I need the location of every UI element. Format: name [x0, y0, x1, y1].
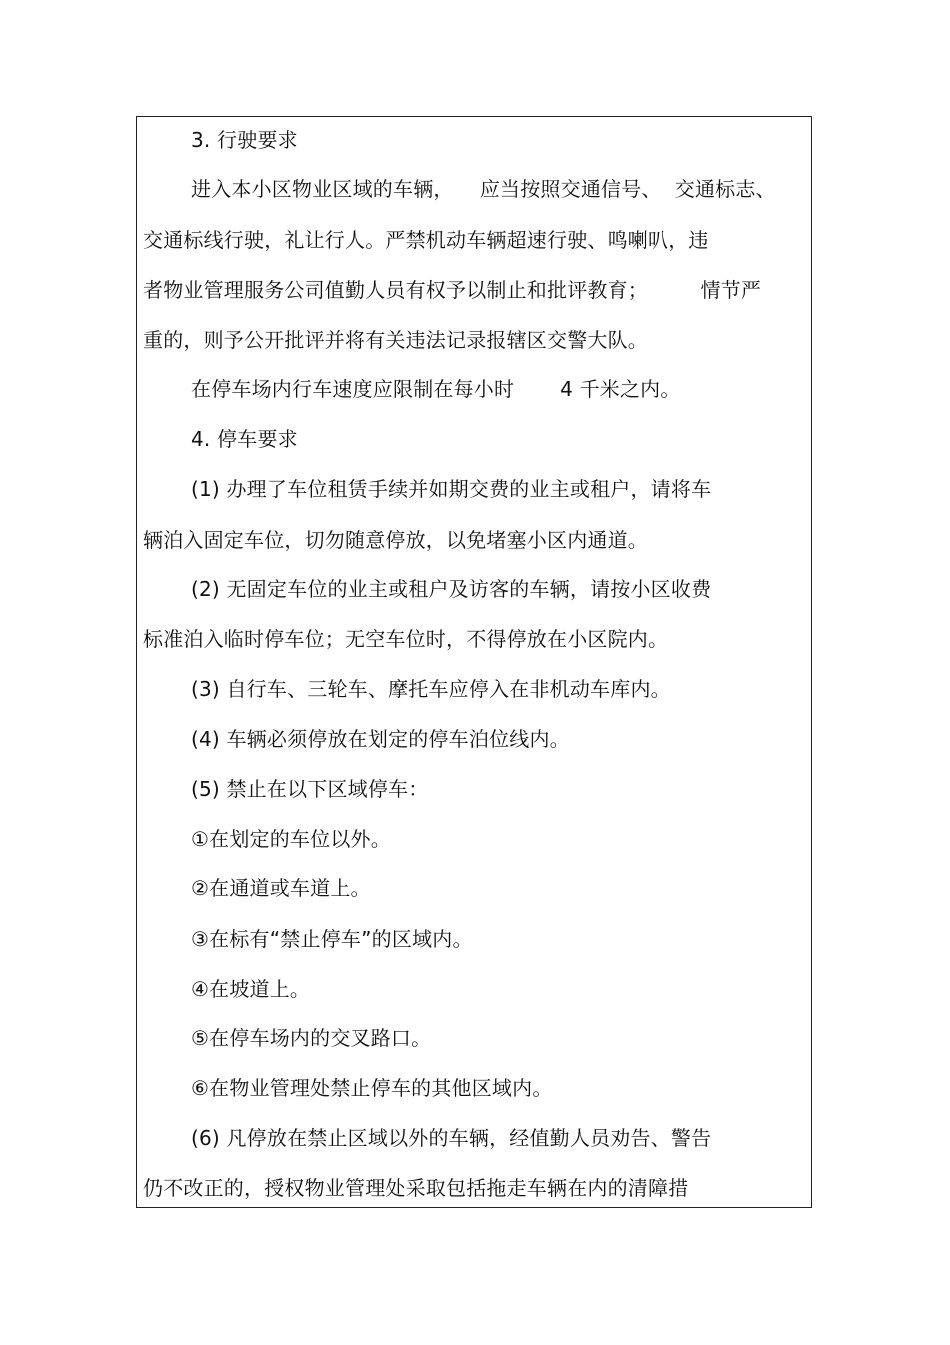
paragraph-line: 在停车场内行车速度应限制在每小时 4 千米之内。: [191, 377, 681, 401]
paragraph-line: 交通标线行驶，礼让行人。严禁机动车辆超速行驶、鸣喇叭，违: [143, 228, 709, 252]
paragraph-line: 标准泊入临时停车位；无空车位时，不得停放在小区院内。: [143, 627, 669, 651]
section-heading-driving: 3. 行驶要求: [191, 128, 298, 152]
paragraph-line: 辆泊入固定车位，切勿随意停放，以免堵塞小区内通道。: [143, 528, 648, 552]
paragraph-line: 重的，则予公开批评并将有关违法记录报辖区交警大队。: [143, 328, 648, 352]
paragraph-line: (2) 无固定车位的业主或租户及访客的车辆，请按小区收费: [191, 577, 712, 601]
paragraph-line: (1) 办理了车位租赁手续并如期交费的业主或租户，请将车: [191, 477, 712, 501]
list-item: ③在标有“禁止停车”的区域内。: [191, 927, 473, 951]
paragraph-line: (6) 凡停放在禁止区域以外的车辆，经值勤人员劝告、警告: [191, 1126, 712, 1150]
paragraph-line: (4) 车辆必须停放在划定的停车泊位线内。: [191, 727, 570, 751]
paragraph-line: 进入本小区物业区域的车辆， 应当按照交通信号、 交通标志、: [191, 177, 776, 201]
list-item: ①在划定的车位以外。: [191, 827, 391, 851]
paragraph-line: (3) 自行车、三轮车、摩托车应停入在非机动车库内。: [191, 677, 671, 701]
list-item: ⑤在停车场内的交叉路口。: [191, 1026, 432, 1050]
list-item: ⑥在物业管理处禁止停车的其他区域内。: [191, 1076, 553, 1100]
section-heading-parking: 4. 停车要求: [191, 427, 298, 451]
paragraph-line: 仍不改正的，授权物业管理处采取包括拖走车辆在内的清障措: [143, 1176, 689, 1200]
paragraph-line: 者物业管理服务公司值勤人员有权予以制止和批评教育； 情节严: [143, 278, 762, 302]
list-item: ④在坡道上。: [191, 977, 311, 1001]
paragraph-line: (5) 禁止在以下区域停车：: [191, 777, 429, 801]
list-item: ②在通道或车道上。: [191, 876, 371, 900]
